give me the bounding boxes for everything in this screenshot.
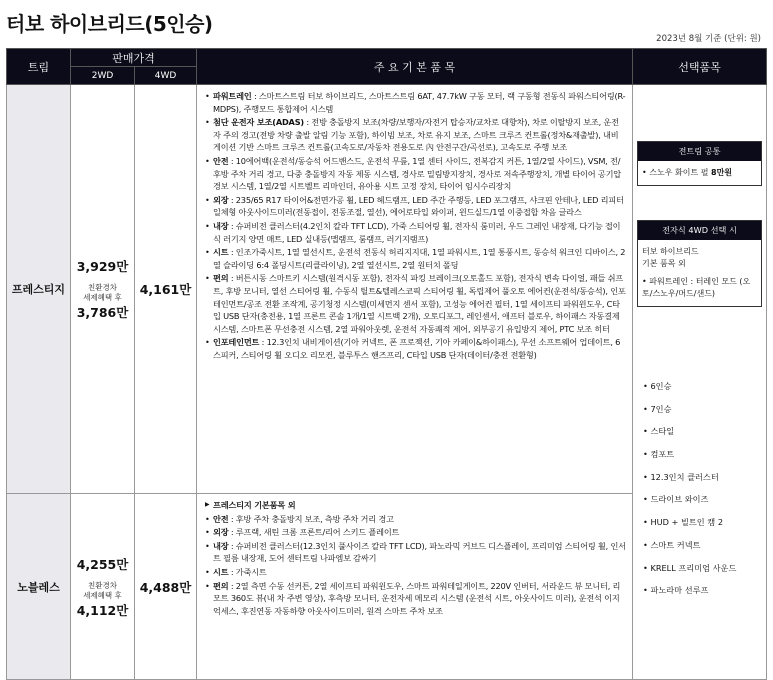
header-features: 주 요 기 본 품 목 [197, 49, 633, 85]
feature-category: 외장 [213, 527, 229, 538]
price-after-benefit: 3,786만 [76, 305, 129, 320]
feature-text: : 인조가죽시트, 1열 열선시트, 운전석 전동식 허리지지대, 1열 파워시트, 1열 통풍시트, 동승석 워크인 디바이스, 2열 슬라이딩 6:4 폴딩시트(리클라이닝), 2열 열선시트, 2열 원터치 폴딩 [213, 247, 626, 270]
price-4wd-prestige: 4,161만 [135, 85, 197, 494]
header-2wd: 2WD [71, 67, 135, 85]
option-price: 8만원 [711, 168, 733, 177]
feature-text: : 스마트스트림 터보 하이브리드, 스마트스트림 6AT, 47.7kW 구동 모터, 랙 구동형 전동식 파워스티어링(R-MDPS), 주행모드 통합제어 시스템 [213, 91, 626, 114]
feature-text: : 슈퍼비전 클러스터(4.2인치 칼라 TFT LCD), 가죽 스티어링 휠, 전자식 룸미러, 우드 그레인 내장재, 다기능 접이식 러기지 양면 매트, LED 실내등(맵램프, 룸램프, 러기지램프) [213, 220, 621, 244]
feature-item [205, 526, 626, 539]
price-4wd-noblesse: 4,488만 [135, 494, 197, 680]
option-box-4wd [637, 220, 762, 307]
feature-category: 내장 [213, 220, 229, 231]
feature-item [205, 246, 626, 271]
features-noblesse [197, 494, 633, 680]
feature-text: : 가죽시트 [228, 566, 267, 577]
feature-category: 안전 [213, 155, 229, 166]
trim-noblesse: 노블레스 [7, 494, 71, 680]
feature-text: : 슈퍼비전 클러스터(12.3인치 풀사이즈 칼라 TFT LCD), 파노라믹 커브드 디스플레이, 프리미엄 스티어링 휠, 인서트 필름 내장재, 도어 센터트림 나파엠보 감싸기 [213, 540, 626, 564]
feature-item [205, 220, 626, 245]
base-features-note: ▶ 프레스티지 기본품목 외 [205, 499, 626, 512]
feature-item [205, 116, 626, 154]
feature-text: : 12.3인치 내비게이션(기아 커넥트, 폰 프로젝션, 기아 카페이&하이패스), 무선 소프트웨어 업데이트, 6스피커, 스티어링 휠 오디오 리모컨, 블루투스 핸즈프리, C타입 USB 단자(데이터/충전 전환형) [213, 337, 621, 360]
price-2wd-noblesse [71, 494, 135, 680]
feature-category: 첨단 운전자 보조(ADAS) [213, 117, 304, 128]
feature-category: 시트 [213, 566, 229, 577]
feature-category: 인포테인먼트 [213, 337, 260, 348]
feature-item [205, 580, 626, 618]
price-2wd-prestige [71, 85, 135, 494]
feature-category: 편의 [213, 580, 229, 591]
feature-item [205, 155, 626, 193]
date-unit-note: 2023년 8월 기준 (단위: 원) [656, 34, 761, 44]
option-list-item: • 12.3인치 클러스터 [643, 472, 766, 495]
price-after-benefit: 4,112만 [76, 602, 129, 618]
feature-item [205, 272, 626, 335]
price-2wd-value: 3,929만 [76, 259, 129, 274]
eco-label: 세제혜택 후 [83, 590, 122, 600]
option-box-body: • 스노우 화이트 펄 8만원 [642, 168, 733, 177]
option-list-item: • 드라이브 와이즈 [643, 494, 766, 517]
header-trim: 트림 [7, 49, 71, 85]
page-title: 터보 하이브리드(5인승) [6, 12, 213, 36]
option-list-item: • 스마트 커넥트 [643, 540, 766, 563]
eco-label: 친환경차 [88, 580, 117, 590]
feature-item [205, 90, 626, 115]
header-options: 선택품목 [633, 49, 767, 85]
feature-text: : 235/65 R17 타이어&전면가공 휠, LED 헤드램프, LED 주간 주행등, LED 포그램프, 샤크핀 안테나, LED 리피터 일체형 아웃사이드미러(전동접이, 전동조절, 열선), 에어로타입 와이퍼, 윈드실드/1열 이중접합 차음 글라스 [213, 194, 624, 218]
option-box-title: 전자식 4WD 선택 시 [638, 221, 761, 240]
eco-label: 친환경차 [88, 283, 117, 292]
feature-item [205, 194, 626, 219]
trim-prestige: 프레스티지 [7, 85, 71, 494]
option-list-item: • KRELL 프리미엄 사운드 [643, 563, 766, 586]
feature-text: : 루프랙, 새틴 크롬 프론트/리어 스키드 플레이트 [228, 527, 400, 538]
feature-item [205, 540, 626, 565]
option-list [633, 381, 766, 608]
feature-category: 외장 [213, 194, 229, 205]
option-list-item: • 6인승 [643, 381, 766, 404]
option-list-item: • 컴포트 [643, 449, 766, 472]
option-list-item: • 파노라마 선루프 [643, 585, 766, 608]
option-box-title: 전트림 공통 [638, 142, 761, 161]
option-list-item: • 7인승 [643, 404, 766, 427]
feature-text: : 2열 측면 수동 선커튼, 2열 세이프티 파워윈도우, 스마트 파워테일게이트, 220V 인버터, 서라운드 뷰 모니터, 리모트 360도 뷰(내 차 주변 영상), 후측방 모니터, 운전자세 메모리 시스템 (운전석 시트, 아웃사이드 미러), 운전석 이지 억세스, 후진연동 자동하향 아웃사이드미러, 원격 스마트 주차 보조 [213, 580, 621, 616]
feature-item [205, 513, 626, 526]
feature-category: 안전 [213, 513, 229, 524]
price-2wd-value: 4,255만 [76, 556, 129, 572]
options-column [633, 85, 767, 680]
option-box-body [638, 240, 761, 306]
feature-text: : 전방 충돌방지 보조(차량/보행자/자전거 탑승자/교차로 대향차), 차로 이탈방지 보조, 운전자 주의 경고(전방 차량 출발 알림 기능 포함), 하이빔 보조, 차로 유지 보조, 스마트 크루즈 컨트롤(정차&재출발), 내비게이션 기반 스마트 크루즈 컨트롤(고속도로/자동차 전용도로 內 안전구간/곡선로), 고속도로 주행 보조 [213, 117, 619, 153]
feature-text: : 후방 주차 충돌방지 보조, 측방 주차 거리 경고 [228, 513, 394, 524]
feature-item [205, 336, 626, 361]
option-line: 기본 품목 외 [642, 259, 686, 268]
row-prestige [7, 85, 767, 494]
header-4wd: 4WD [135, 67, 197, 85]
feature-category: 파워트레인 [213, 91, 252, 101]
feature-category: 내장 [213, 540, 229, 551]
price-table [6, 48, 767, 680]
feature-category: 편의 [213, 273, 229, 284]
feature-text: : 10에어백(운전석/동승석 어드밴스드, 운전석 무릎, 1열 센터 사이드, 전복감지 커튼, 1열/2열 사이드), VSM, 전/후방 주차 거리 경고, 다중 충돌방지 자동 제동 시스템, 경사로 밀림방지장치, 경사로 저속주행장치, 개별 타이어 공기압 경보 시스템, 1열/2열 시트벨트 리마인더, 유아용 시트 고정 장치, 타이어 임시수리장치 [213, 155, 621, 192]
features-prestige [197, 85, 633, 494]
option-line: 터보 하이브리드 [642, 247, 699, 256]
feature-item [205, 566, 626, 579]
feature-category: 시트 [213, 247, 229, 258]
option-item: 스노우 화이트 펄 [649, 168, 712, 177]
feature-text: : 버튼시동 스마트키 시스템(원격시동 포함), 전자식 파킹 브레이크(오토홀드 포함), 전자식 변속 다이얼, 패들 쉬프트, 후방 모니터, 열선 스티어링 휠, 수동식 틸트&텔레스코픽 스티어링 휠, 독립제어 풀오토 에어컨(운전석/동승석), 인포테인먼트/공조 전환 조작계, 공기청정 시스템(미세먼지 센서 포함), 고성능 에어컨 필터, 1열 세이프티 파워윈도우, C타입 USB 단자(충전용, 1열 프론트 콘솔 1개/1열 시트백 2개), 오토디포그, 레인센서, 애프터 블로우, 하이패스 자동결제 시스템, 스마트폰 무선충전 시스템, 2열 파워아웃렛, 운전석 자동쾌적 제어, 외부공기 유입방지 제어, PTC 보조 히터 [213, 273, 626, 334]
header-price: 판매가격 [71, 49, 197, 67]
option-box-common [637, 141, 762, 186]
option-list-item: • HUD + 빌트인 캠 2 [643, 517, 766, 540]
option-item: • 파워트레인 : 터레인 모드 (오토/스노우/머드/샌드) [642, 277, 751, 298]
eco-label: 세제혜택 후 [83, 293, 122, 302]
option-list-item: • 스타일 [643, 426, 766, 449]
